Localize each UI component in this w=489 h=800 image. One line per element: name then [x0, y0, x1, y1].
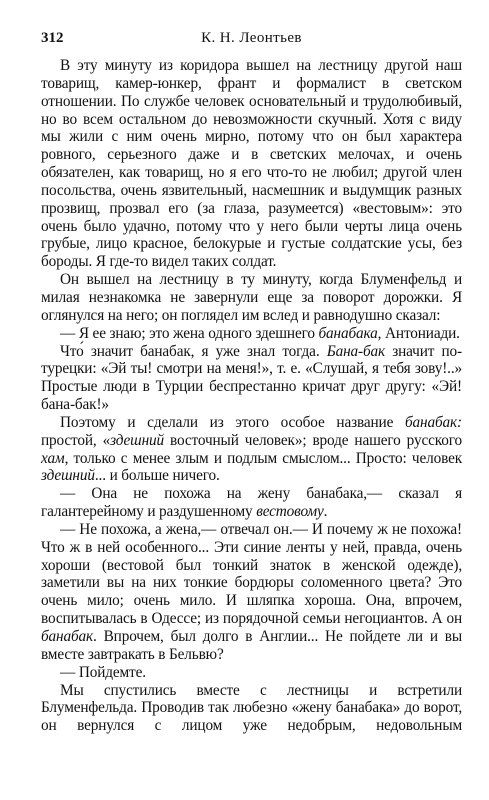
text-run: значит по-турецки: «Эй ты! смотри на меня!», т. е. «Слушай, я тебя зову!..» Простые люди в Турции беспрестанно кричат друг другу: «Эй! бана-бак!»	[41, 342, 462, 414]
text-run: Что́ значит банабак, я уже знал тогда.	[60, 342, 327, 360]
text-run: . Впрочем, был долго в Англии... Не пойдете ли и вы вместе завтракать в Бельвю?	[41, 628, 462, 663]
text-run: , только с менее злым и подлым смыслом... Просто: человек	[64, 449, 462, 467]
text-run: Он вышел на лестницу в ту минуту, когда Блуменфельд и милая незнакомка не завернули еще за поворот дорожки. Я оглянулся на него; он поглядел им вслед и равнодушно сказал:	[41, 271, 462, 324]
paragraph	[41, 57, 462, 271]
running-head: К. Н. Леонтьев	[201, 30, 302, 46]
italic-text: банабака	[318, 324, 378, 342]
page-number: 312	[41, 30, 64, 46]
page-header	[41, 27, 462, 49]
body-text	[41, 57, 462, 735]
italic-text: вестовому	[256, 503, 324, 521]
paragraph	[41, 682, 462, 736]
italic-text: банабак:	[405, 413, 462, 431]
text-run: Мы спустились вместе с лестницы и встретили Блуменфельда. Проводив так любезно «жену банабака» до ворот, он вернулся с лицом уже недобрым, недовольным	[41, 681, 462, 735]
paragraph	[41, 271, 462, 325]
italic-text: здешний	[110, 431, 165, 449]
text-run: — Я ее знаю; это жена одного здешнего	[60, 324, 319, 342]
paragraph	[41, 664, 462, 682]
text-run: восточный человек»; вроде нашего русского	[164, 431, 462, 449]
paragraph	[41, 485, 462, 521]
text-run: — Она не похожа на жену банабака,— сказал я галантерейному и раздушенному	[41, 485, 462, 521]
paragraph	[41, 325, 462, 343]
italic-text: банабак	[41, 628, 94, 645]
text-run: ... и больше ничего.	[94, 467, 220, 485]
paragraph	[41, 521, 462, 664]
italic-text: Бана-бак	[326, 342, 386, 360]
text-run: — Не похожа, а жена,— отвечал он.— И почему ж не похожа! Что ж в ней особенного... Эти синие ленты у ней, правда, очень хороши (вестовой был тонкий знаток в женской одежде), заметили вы на них тонкие бордюры соломенного цвета? Это очень мило; очень мило. И шляпка хороша. Она, впрочем, воспитывалась в Одессе; из порядочной семьи негоциантов. А он	[41, 520, 462, 628]
text-run: , Антониади.	[377, 324, 460, 342]
text-run: простой, «	[41, 431, 111, 449]
text-run: .	[323, 503, 328, 521]
paragraph	[41, 414, 462, 485]
text-run: Поэтому и сделали из этого особое название	[60, 413, 406, 431]
italic-text: здешний	[41, 467, 95, 485]
paragraph	[41, 343, 462, 414]
text-run: — Пойдемте.	[60, 663, 146, 681]
text-run: В эту минуту из коридора вышел на лестницу другой наш товарищ, камер-юнкер, франт и формалист в светском отношении. По службе человек основательный и трудолюбивый, но во всем остальном до невозможности скучный. Хотя с виду мы жили с ним очень мирно, потому что он был характера ровного, серьезного даже и в светских мелочах, и очень обязателен, как товарищ, но я его что-то не любил; другой член посольства, очень язвительный, насмешник и выдумщик разных прозвищ, прозвал его (за глаза, разумеется) «вестовым»: это очень было удачно, потому что у него были черты лица очень грубые, лицо красное, белокурые и густые солдатские усы, без бороды. Я где-то видел таких солдат.	[41, 57, 462, 271]
italic-text: хам	[41, 449, 65, 467]
